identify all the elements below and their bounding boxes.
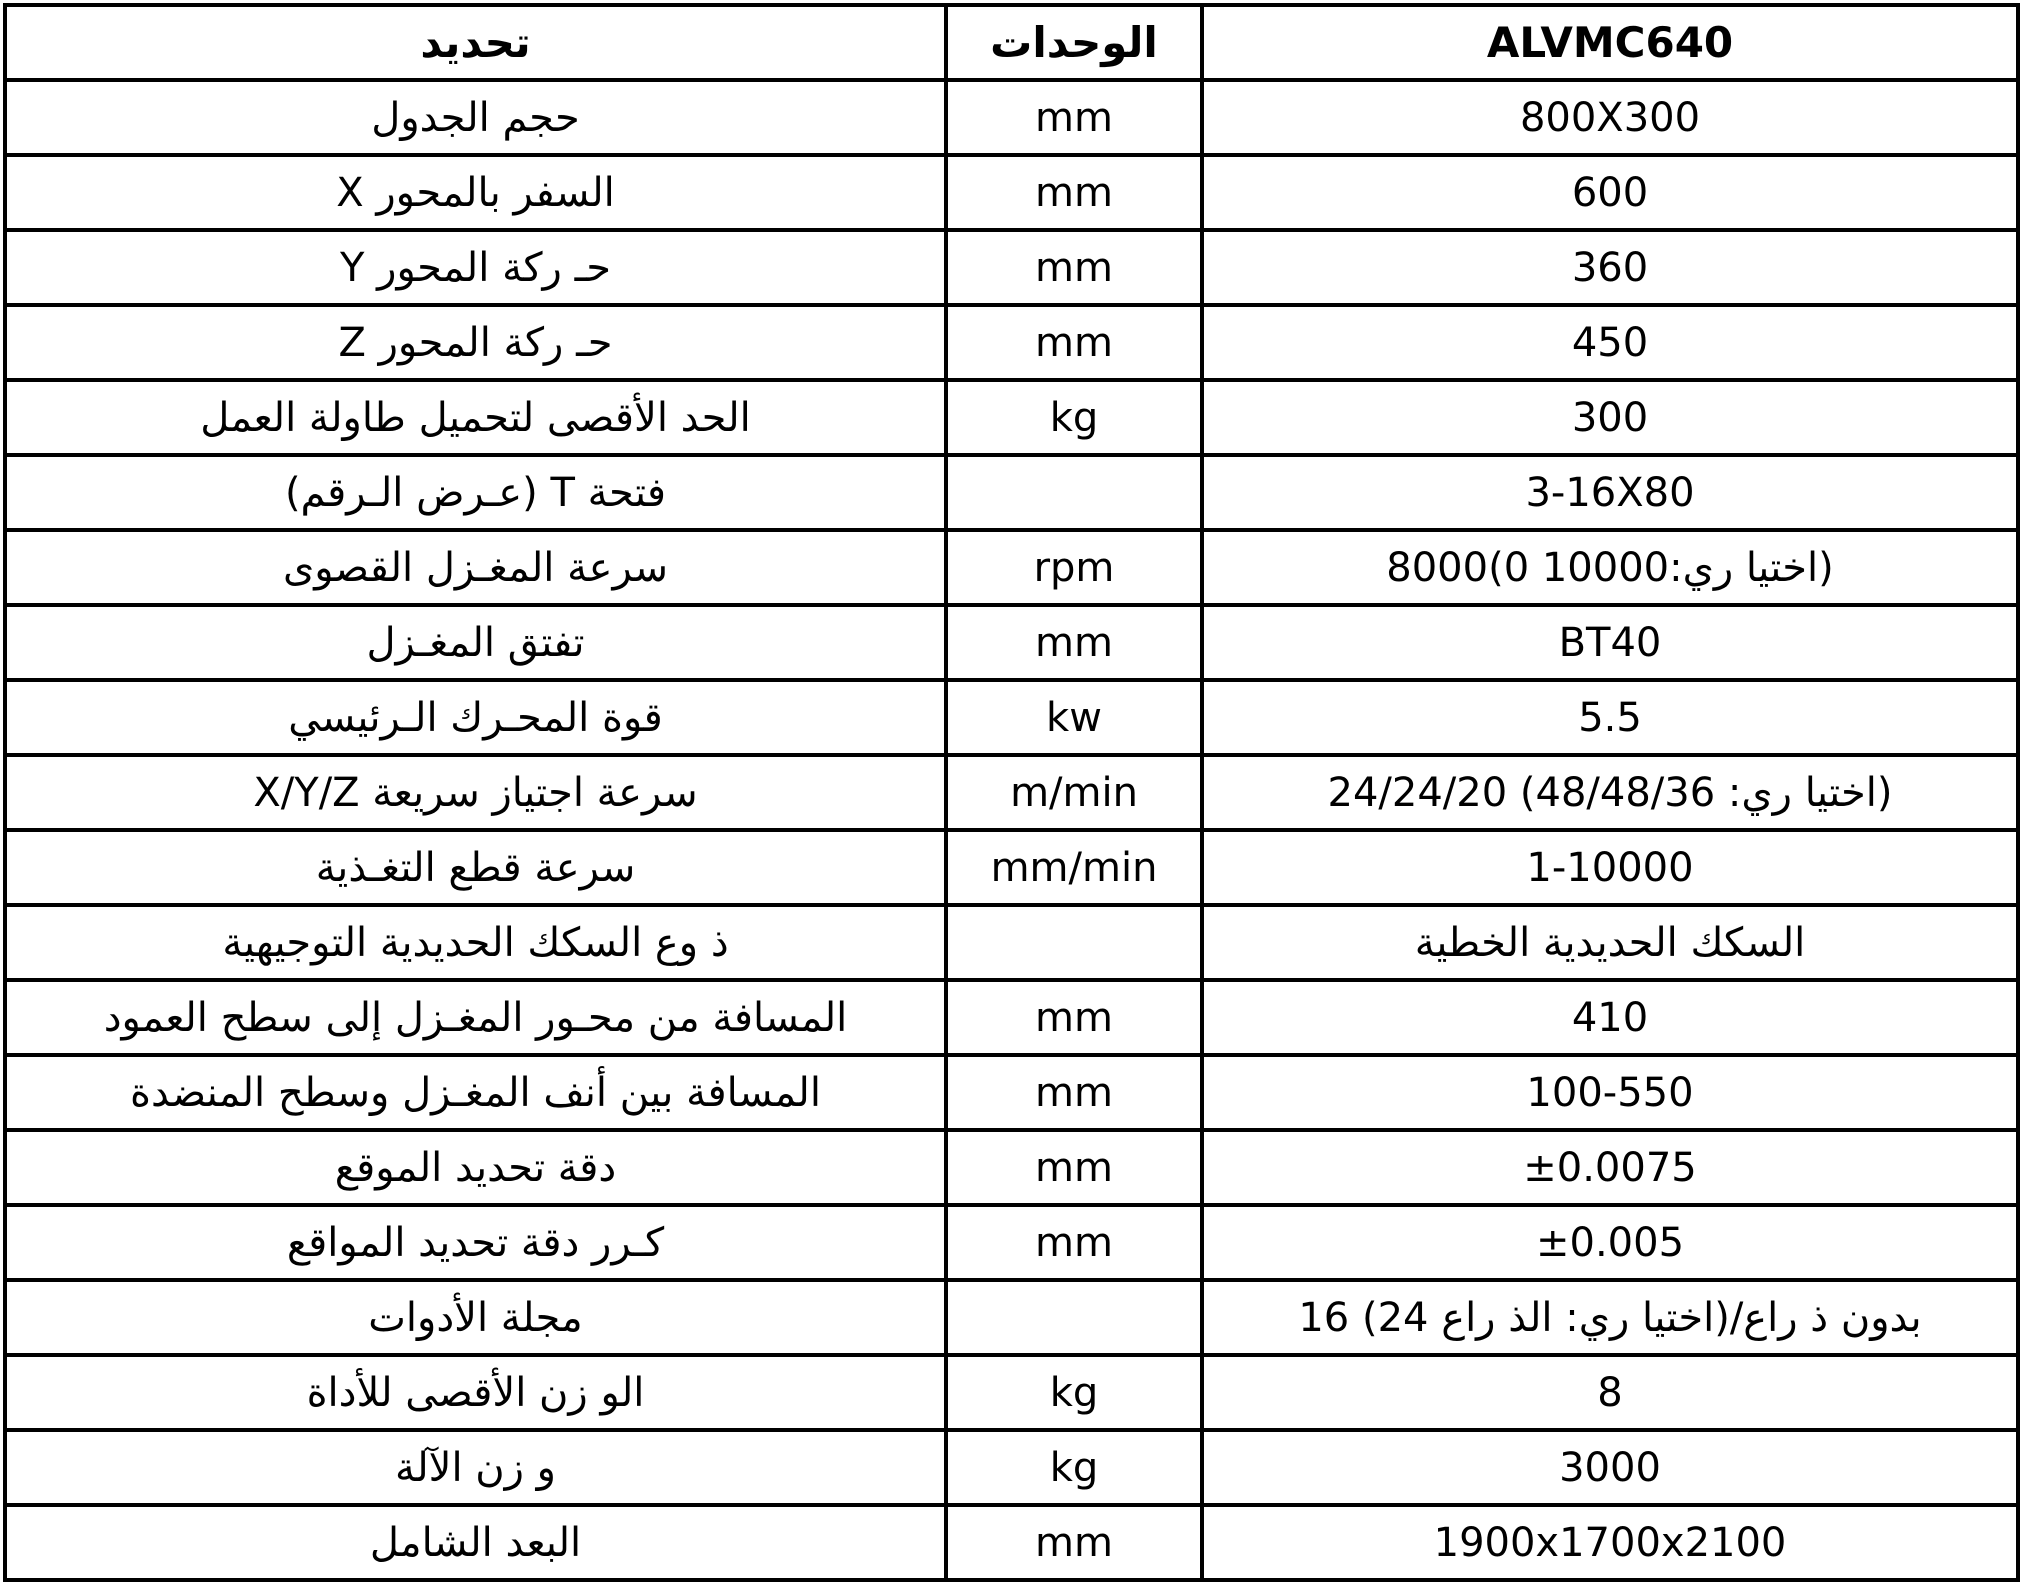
table-row — [5, 830, 2018, 905]
unit-cell: kw — [946, 680, 1202, 755]
spec-cell: دقة تحديد الموقع — [5, 1130, 946, 1205]
value-cell: 360 — [1202, 230, 2018, 305]
value-cell: 410 — [1202, 980, 2018, 1055]
spec-cell: سرعة المغـزل القصوى — [5, 530, 946, 605]
unit-cell: mm — [946, 1505, 1202, 1580]
table-header-row — [5, 5, 2018, 80]
unit-cell: mm — [946, 980, 1202, 1055]
unit-cell: mm — [946, 230, 1202, 305]
table-row — [5, 80, 2018, 155]
unit-cell: kg — [946, 1430, 1202, 1505]
spec-cell: الو زن الأقصى للأداة — [5, 1355, 946, 1430]
unit-cell: mm — [946, 155, 1202, 230]
spec-cell: المسافة بين أنف المغـزل وسطح المنضدة — [5, 1055, 946, 1130]
value-cell: 5.5 — [1202, 680, 2018, 755]
unit-cell: mm — [946, 80, 1202, 155]
table-row — [5, 680, 2018, 755]
table-row — [5, 905, 2018, 980]
value-cell: BT40 — [1202, 605, 2018, 680]
value-cell: 800X300 — [1202, 80, 2018, 155]
spec-cell: سرعة قطع التغـذية — [5, 830, 946, 905]
unit-cell — [946, 1280, 1202, 1355]
value-cell: 300 — [1202, 380, 2018, 455]
spec-cell: كـرر دقة تحديد المواقع — [5, 1205, 946, 1280]
value-cell: بدون ذ راع/(اختيا ري: الذ راع 24) 16 — [1202, 1280, 2018, 1355]
spec-cell: السفر بالمحور X — [5, 155, 946, 230]
spec-cell: المسافة من محـور المغـزل إلى سطح العمود — [5, 980, 946, 1055]
value-cell: 600 — [1202, 155, 2018, 230]
table-row — [5, 1205, 2018, 1280]
unit-cell: mm/min — [946, 830, 1202, 905]
value-cell: 3-16X80 — [1202, 455, 2018, 530]
spec-cell: فتحة T (عـرض الـرقم) — [5, 455, 946, 530]
value-cell: 100-550 — [1202, 1055, 2018, 1130]
table-row — [5, 1130, 2018, 1205]
unit-cell — [946, 455, 1202, 530]
header-units: الوحدات — [946, 5, 1202, 80]
unit-cell: mm — [946, 605, 1202, 680]
value-cell: 1-10000 — [1202, 830, 2018, 905]
value-cell: 450 — [1202, 305, 2018, 380]
unit-cell: kg — [946, 380, 1202, 455]
spec-cell: حـ ركة المحور Z — [5, 305, 946, 380]
value-cell: (اختيا ري:10000 0)8000 — [1202, 530, 2018, 605]
value-cell: ±0.0075 — [1202, 1130, 2018, 1205]
table-row — [5, 1430, 2018, 1505]
unit-cell: mm — [946, 1205, 1202, 1280]
table-row — [5, 305, 2018, 380]
spec-cell: و زن الآلة — [5, 1430, 946, 1505]
spec-cell: الحد الأقصى لتحميل طاولة العمل — [5, 380, 946, 455]
table-row — [5, 1055, 2018, 1130]
unit-cell: mm — [946, 1055, 1202, 1130]
value-cell: 3000 — [1202, 1430, 2018, 1505]
table-row — [5, 1355, 2018, 1430]
table-row — [5, 530, 2018, 605]
spec-cell: مجلة الأدوات — [5, 1280, 946, 1355]
value-cell: (اختيا ري: 48/48/36) 24/24/20 — [1202, 755, 2018, 830]
unit-cell: kg — [946, 1355, 1202, 1430]
table-row — [5, 380, 2018, 455]
spec-cell: سرعة اجتياز سريعة X/Y/Z — [5, 755, 946, 830]
unit-cell: mm — [946, 1130, 1202, 1205]
value-cell: السكك الحديدية الخطية — [1202, 905, 2018, 980]
unit-cell: mm — [946, 305, 1202, 380]
spec-cell: البعد الشامل — [5, 1505, 946, 1580]
table-row — [5, 605, 2018, 680]
spec-cell: ذ وع السكك الحديدية التوجيهية — [5, 905, 946, 980]
unit-cell: m/min — [946, 755, 1202, 830]
value-cell: 1900x1700x2100 — [1202, 1505, 2018, 1580]
unit-cell: rpm — [946, 530, 1202, 605]
spec-cell: تفتق المغـزل — [5, 605, 946, 680]
table-row — [5, 1505, 2018, 1580]
spec-cell: حـ ركة المحور Y — [5, 230, 946, 305]
table-row — [5, 230, 2018, 305]
table-row — [5, 980, 2018, 1055]
value-cell: ±0.005 — [1202, 1205, 2018, 1280]
spec-table — [3, 3, 2020, 1582]
header-model: ALVMC640 — [1202, 5, 2018, 80]
table-row — [5, 455, 2018, 530]
spec-cell: قوة المحـرك الـرئيسي — [5, 680, 946, 755]
table-row — [5, 155, 2018, 230]
table-row — [5, 1280, 2018, 1355]
unit-cell — [946, 905, 1202, 980]
header-spec: تحديد — [5, 5, 946, 80]
table-row — [5, 755, 2018, 830]
spec-cell: حجم الجدول — [5, 80, 946, 155]
value-cell: 8 — [1202, 1355, 2018, 1430]
